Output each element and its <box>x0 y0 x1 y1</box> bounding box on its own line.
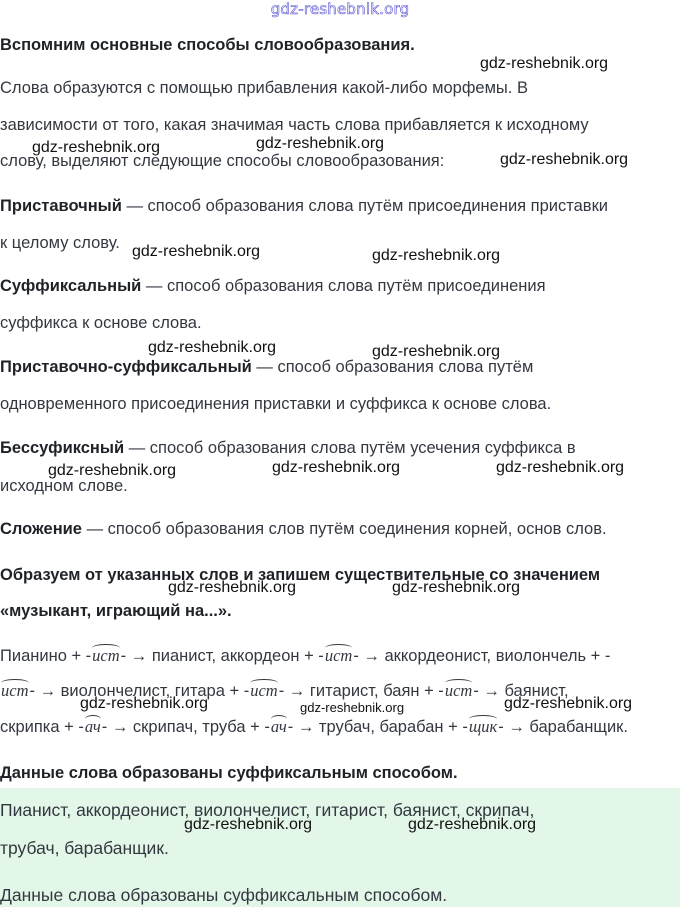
watermark: gdz-reshebnik.org <box>184 816 313 833</box>
watermark: gdz-reshebnik.org <box>168 579 297 596</box>
derivation-line <box>0 717 628 737</box>
watermark: gdz-reshebnik.org <box>256 135 385 152</box>
watermark: gdz-reshebnik.org <box>372 247 501 264</box>
intro-line: Слова образуются с помощью прибавления какой-либо морфемы. В <box>0 79 528 97</box>
derivation-text: - → баянист, <box>473 682 569 700</box>
watermark: gdz-reshebnik.org <box>500 151 629 168</box>
derivation-text: - → скрипач, труба + - <box>101 718 270 736</box>
watermark: gdz-reshebnik.org <box>480 55 609 72</box>
watermark: gdz-reshebnik.org <box>392 579 521 596</box>
method-definition: — способ образования слова путём усечения суффикса в <box>124 439 576 457</box>
method-nonsuffix <box>0 438 576 458</box>
method-term: Сложение <box>0 520 82 538</box>
watermark: gdz-reshebnik.org <box>48 462 177 479</box>
derivation-text: скрипка + - <box>0 718 84 736</box>
method-suffix <box>0 276 546 296</box>
suffix-mark: ач <box>84 717 101 736</box>
method-term: Бессуфиксный <box>0 439 125 457</box>
intro-line: зависимости от того, какая значимая часть слова прибавляется к исходному <box>0 116 589 134</box>
method-term: Приставочно-суффиксальный <box>0 358 252 376</box>
watermark: gdz-reshebnik.org <box>408 816 537 833</box>
suffix-mark: ач <box>270 717 287 736</box>
watermark: gdz-reshebnik.org <box>272 459 401 476</box>
watermark: gdz-reshebnik.org <box>132 243 261 260</box>
method-prefix-suffix-cont: одновременного присоединения приставки и суффикса к основе слова. <box>0 395 552 413</box>
derivation-text: - → виолончелист, гитара + - <box>29 682 250 700</box>
method-prefix-cont: к целому слову. <box>0 234 120 252</box>
suffix-mark: ист <box>250 681 278 700</box>
answer-line: Пианист, аккордеонист, виолончелист, гитарист, баянист, скрипач, <box>0 800 535 820</box>
suffix-mark: ист <box>92 646 120 665</box>
derivation-text: - → гитарист, баян + - <box>278 682 444 700</box>
method-term: Суффиксальный <box>0 277 142 295</box>
suffix-mark: щик <box>468 717 498 736</box>
method-prefix <box>0 196 608 216</box>
task-line: «музыкант, играющий на...». <box>0 602 232 620</box>
method-suffix-cont: суффикса к основе слова. <box>0 314 202 332</box>
watermark: gdz-reshebnik.org <box>504 695 633 712</box>
derivation-text: - → трубач, барабан + - <box>287 718 468 736</box>
answer-line: Данные слова образованы суффиксальным способом. <box>0 885 448 905</box>
suffix-mark: ист <box>324 646 353 665</box>
answer-line: трубач, барабанщик. <box>0 838 169 858</box>
intro-line: слову, выделяют следующие способы словообразования: <box>0 152 445 170</box>
site-watermark-top: gdz-reshebnik.org <box>270 0 410 18</box>
method-definition: — способ образования слова путём присоединения <box>141 277 546 295</box>
watermark: gdz-reshebnik.org <box>496 459 625 476</box>
conclusion: Данные слова образованы суффиксальным способом. <box>0 764 458 782</box>
suffix-mark: ист <box>444 681 473 700</box>
derivation-text: - → барабанщик. <box>498 718 628 736</box>
watermark: gdz-reshebnik.org <box>148 339 277 356</box>
method-definition: — способ образования слова путём <box>251 358 534 376</box>
method-term: Приставочный <box>0 197 122 215</box>
derivation-text: - → аккордеонист, виолончель + - <box>353 647 611 665</box>
watermark: gdz-reshebnik.org <box>80 695 209 712</box>
intro-heading: Вспомним основные способы словообразования. <box>0 36 415 54</box>
method-compound <box>0 519 607 539</box>
derivation-line <box>0 646 610 666</box>
watermark: gdz-reshebnik.org <box>32 139 161 156</box>
derivation-text: - → пианист, аккордеон + - <box>120 647 324 665</box>
watermark: gdz-reshebnik.org <box>372 343 501 360</box>
method-definition: — способ образования слова путём присоединения приставки <box>121 197 609 215</box>
method-definition: — способ образования слов путём соединения корней, основ слов. <box>81 520 607 538</box>
method-nonsuffix-cont: исходном слове. <box>0 477 128 495</box>
suffix-mark: ист <box>1 681 29 700</box>
task-line: Образуем от указанных слов и запишем существительные со значением <box>0 566 601 584</box>
watermark: gdz-reshebnik.org <box>300 700 405 715</box>
derivation-text: Пианино + - <box>0 647 92 665</box>
